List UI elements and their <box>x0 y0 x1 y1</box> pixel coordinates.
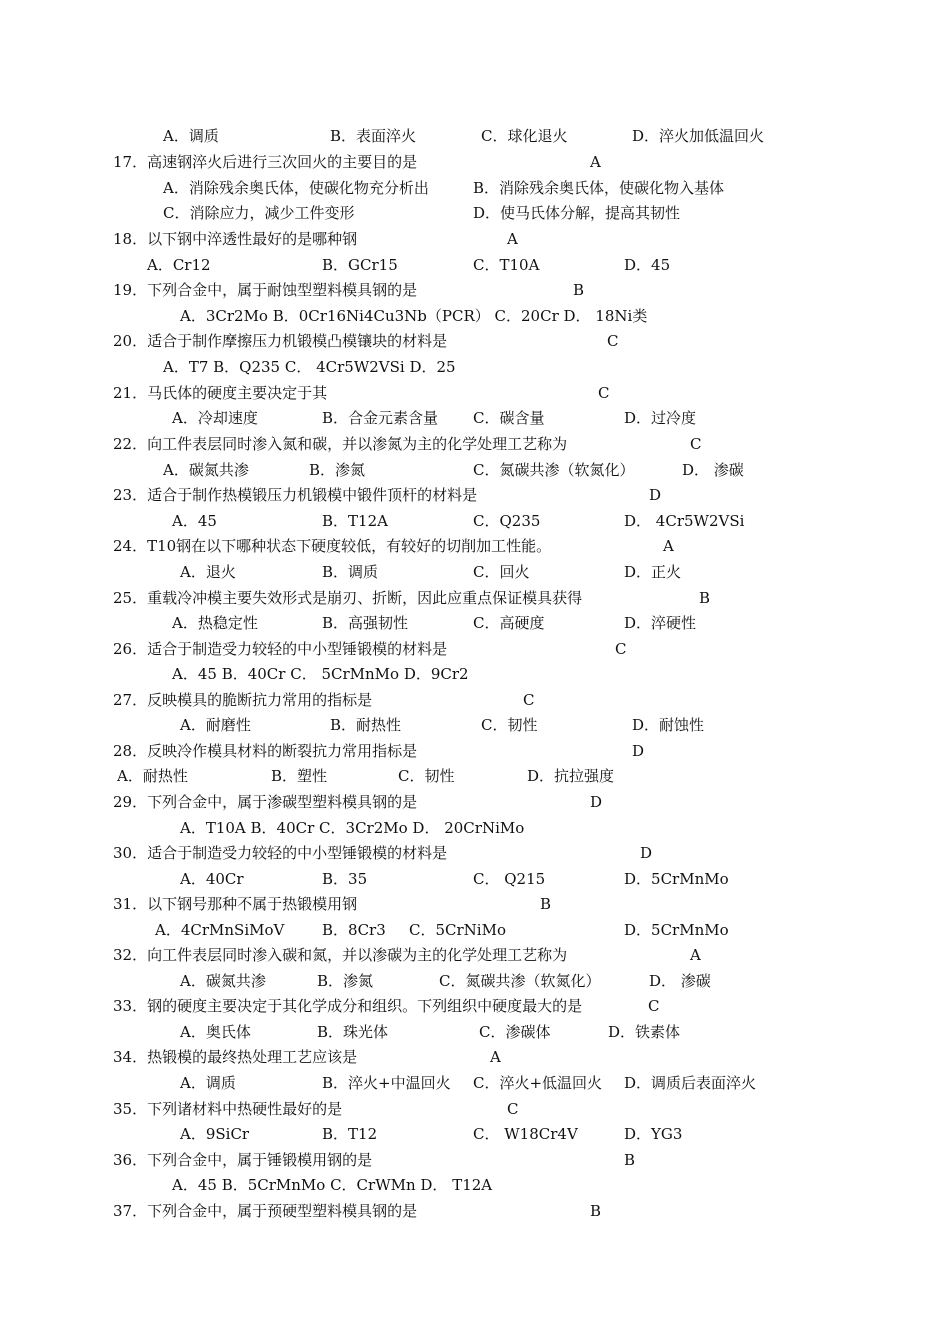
text-segment: D <box>649 486 662 504</box>
text-segment: C．5CrNiMo <box>409 921 506 939</box>
text-segment: 18．以下钢中淬透性最好的是哪种钢 <box>113 230 358 248</box>
text-segment: 31．以下钢号那种不属于热锻模用钢 <box>113 895 358 913</box>
text-segment: A．Cr12 <box>147 256 211 274</box>
text-segment: A．奥氏体 <box>180 1023 251 1041</box>
text-segment: B．渗氮 <box>317 972 374 990</box>
text-segment: D．YG3 <box>624 1125 683 1143</box>
text-segment: D．正火 <box>624 563 682 581</box>
text-segment: A．消除残余奥氏体，使碳化物充分析出 <box>163 179 429 197</box>
text-segment: 17．高速钢淬火后进行三次回火的主要目的是 <box>113 153 418 171</box>
text-segment: D． 4Cr5W2VSi <box>624 512 745 530</box>
text-segment: B．调质 <box>322 563 379 581</box>
text-segment: A．45 <box>172 512 217 530</box>
text-segment: B．高强韧性 <box>322 614 409 632</box>
text-segment: 37．下列合金中，属于预硬型塑料模具钢的是 <box>113 1202 418 1220</box>
text-segment: A．45 B．40Cr C． 5CrMnMo D．9Cr2 <box>172 665 469 683</box>
text-segment: C <box>598 384 610 402</box>
text-segment: A．热稳定性 <box>172 614 258 632</box>
text-segment: C．T10A <box>473 256 540 274</box>
text-segment: B．35 <box>322 870 368 888</box>
text-segment: C．回火 <box>473 563 530 581</box>
text-segment: C <box>615 640 627 658</box>
text-segment: A <box>507 230 518 248</box>
text-segment: 22．向工件表层同时渗入氮和碳，并以渗氮为主的化学处理工艺称为 <box>113 435 568 453</box>
text-segment: D．5CrMnMo <box>624 921 729 939</box>
text-segment: C． Q215 <box>473 870 546 888</box>
text-segment: C．淬火+低温回火 <box>473 1074 603 1092</box>
text-segment: A．T7 B．Q235 C． 4Cr5W2VSi D．25 <box>163 358 456 376</box>
text-segment: C．韧性 <box>398 767 455 785</box>
text-segment: D．45 <box>624 256 671 274</box>
text-segment: 25．重载冷冲模主要失效形式是崩刃、折断，因此应重点保证模具获得 <box>113 589 583 607</box>
text-segment: C．碳含量 <box>473 409 545 427</box>
text-segment: B．消除残余奥氏体，使碳化物入基体 <box>473 179 725 197</box>
text-segment: B <box>624 1151 636 1169</box>
text-segment: B．塑性 <box>271 767 328 785</box>
text-segment: C <box>648 997 660 1015</box>
text-segment: C．氮碳共渗（软氮化） <box>439 972 601 990</box>
text-segment: D．耐蚀性 <box>632 716 705 734</box>
text-segment: B．渗氮 <box>309 461 366 479</box>
text-segment: D．5CrMnMo <box>624 870 729 888</box>
text-segment: B．T12 <box>322 1125 378 1143</box>
text-segment: D． 渗碳 <box>649 972 711 990</box>
text-segment: A．冷却速度 <box>172 409 258 427</box>
text-segment: A．调质 <box>163 127 219 145</box>
text-segment: 35．下列诸材料中热硬性最好的是 <box>113 1100 343 1118</box>
text-segment: A <box>490 1048 501 1066</box>
text-segment: A．耐热性 <box>117 767 188 785</box>
text-segment: 23．适合于制作热模锻压力机锻模中锻件顶杆的材料是 <box>113 486 478 504</box>
text-segment: C．球化退火 <box>481 127 568 145</box>
text-segment: C．消除应力，减少工件变形 <box>163 204 355 222</box>
text-segment: C <box>523 691 535 709</box>
text-segment: A．3Cr2Mo B．0Cr16Ni4Cu3Nb（PCR） C．20Cr D． 18Ni类 <box>180 307 648 325</box>
text-segment: D．抗拉强度 <box>527 767 615 785</box>
text-segment: C．高硬度 <box>473 614 545 632</box>
text-segment: C．氮碳共渗（软氮化） <box>473 461 635 479</box>
text-segment: B <box>540 895 552 913</box>
text-segment: D．铁素体 <box>608 1023 681 1041</box>
text-segment: A．调质 <box>180 1074 236 1092</box>
text-segment: C <box>507 1100 519 1118</box>
text-segment: A．T10A B．40Cr C．3Cr2Mo D． 20CrNiMo <box>180 819 525 837</box>
text-segment: B．淬火+中温回火 <box>322 1074 451 1092</box>
text-segment: 33．钢的硬度主要决定于其化学成分和组织。下列组织中硬度最大的是 <box>113 997 583 1015</box>
text-segment: 20．适合于制作摩擦压力机锻模凸模镶块的材料是 <box>113 332 448 350</box>
text-segment: B <box>590 1202 602 1220</box>
text-segment: A．碳氮共渗 <box>180 972 266 990</box>
text-segment: C．韧性 <box>481 716 538 734</box>
text-segment: 26．适合于制造受力较轻的中小型锤锻模的材料是 <box>113 640 448 658</box>
text-segment: A <box>590 153 601 171</box>
text-segment: 24．T10钢在以下哪种状态下硬度较低，有较好的切削加工性能。 <box>113 537 552 555</box>
text-segment: C．渗碳体 <box>479 1023 551 1041</box>
text-segment: 27．反映模具的脆断抗力常用的指标是 <box>113 691 373 709</box>
text-segment: D <box>632 742 645 760</box>
text-segment: 19．下列合金中，属于耐蚀型塑料模具钢的是 <box>113 281 418 299</box>
text-segment: 28．反映冷作模具材料的断裂抗力常用指标是 <box>113 742 418 760</box>
text-segment: D． 渗碳 <box>682 461 744 479</box>
text-segment: D．过冷度 <box>624 409 697 427</box>
text-segment: 29．下列合金中，属于渗碳型塑料模具钢的是 <box>113 793 418 811</box>
text-segment: C． W18Cr4V <box>473 1125 578 1143</box>
text-segment: A．4CrMnSiMoV <box>155 921 285 939</box>
text-segment: 21．马氏体的硬度主要决定于其 <box>113 384 328 402</box>
text-segment: C <box>607 332 619 350</box>
text-segment: A．耐磨性 <box>180 716 251 734</box>
text-segment: B．表面淬火 <box>330 127 417 145</box>
text-segment: 32．向工件表层同时渗入碳和氮，并以渗碳为主的化学处理工艺称为 <box>113 946 568 964</box>
text-segment: D．淬火加低温回火 <box>632 127 765 145</box>
text-segment: D <box>590 793 603 811</box>
text-segment: B．合金元素含量 <box>322 409 439 427</box>
text-segment: B <box>573 281 585 299</box>
text-segment: A．碳氮共渗 <box>163 461 249 479</box>
text-segment: A．9SiCr <box>180 1125 250 1143</box>
text-segment: D <box>640 844 653 862</box>
text-segment: B <box>699 589 711 607</box>
text-segment: 30．适合于制造受力较轻的中小型锤锻模的材料是 <box>113 844 448 862</box>
text-segment: 36．下列合金中，属于锤锻模用钢的是 <box>113 1151 373 1169</box>
text-segment: A．45 B．5CrMnMo C．CrWMn D． T12A <box>172 1176 493 1194</box>
text-segment: B．8Cr3 <box>322 921 386 939</box>
text-segment: B．GCr15 <box>322 256 398 274</box>
text-segment: A <box>690 946 701 964</box>
text-segment: D．淬硬性 <box>624 614 697 632</box>
text-segment: A <box>663 537 674 555</box>
text-segment: B．珠光体 <box>317 1023 389 1041</box>
text-segment: C <box>690 435 702 453</box>
text-segment: B．耐热性 <box>330 716 402 734</box>
text-segment: D．使马氏体分解，提高其韧性 <box>473 204 681 222</box>
text-segment: A．退火 <box>180 563 236 581</box>
text-segment: A．40Cr <box>180 870 244 888</box>
text-segment: C．Q235 <box>473 512 541 530</box>
text-segment: B．T12A <box>322 512 388 530</box>
text-segment: D．调质后表面淬火 <box>624 1074 757 1092</box>
text-segment: 34．热锻模的最终热处理工艺应该是 <box>113 1048 358 1066</box>
